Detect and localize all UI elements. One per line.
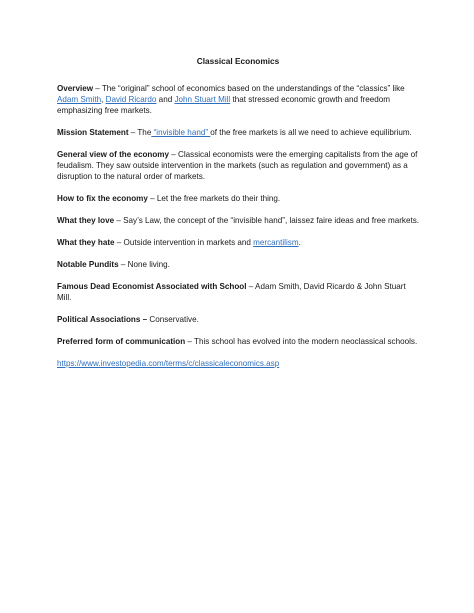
love-paragraph — [57, 215, 419, 226]
overview-sep-2: and — [156, 95, 175, 104]
mission-label: Mission Statement — [57, 128, 129, 137]
hate-label: What they hate — [57, 238, 115, 247]
adam-smith-link[interactable]: Adam Smith — [57, 95, 102, 104]
overview-paragraph — [57, 83, 419, 116]
hate-text: – Outside intervention in markets and — [114, 238, 254, 247]
overview-sep-1: , — [101, 95, 106, 104]
famous-dead-text: – Adam Smith, David Ricardo & John Stuart Mill. — [57, 282, 406, 302]
mission-paragraph — [57, 127, 419, 138]
mission-text-2: of the free markets is all we need to achieve equilibrium. — [210, 128, 412, 137]
mission-text-1: – The — [128, 128, 152, 137]
david-ricardo-link[interactable]: David Ricardo — [105, 95, 157, 104]
fix-text: – Let the free markets do their thing. — [147, 194, 281, 203]
communication-label: Preferred form of communication — [57, 337, 186, 346]
fix-label: How to fix the economy — [57, 194, 148, 203]
document-page — [57, 56, 419, 380]
general-view-paragraph — [57, 149, 419, 182]
communication-text: – This school has evolved into the modern neoclassical schools. — [185, 337, 418, 346]
invisible-hand-link[interactable]: “invisible hand” — [151, 128, 211, 137]
source-paragraph — [57, 358, 419, 369]
love-text: – Say’s Law, the concept of the “invisible hand”, laissez faire ideas and free markets. — [114, 216, 420, 225]
john-stuart-mill-link[interactable]: John Stuart Mill — [174, 95, 231, 104]
hate-paragraph — [57, 237, 419, 248]
general-view-label: General view of the economy — [57, 150, 169, 159]
document-title: Classical Economics — [196, 56, 280, 66]
mercantilism-link[interactable]: mercantilism — [253, 238, 299, 247]
political-text: Conservative. — [149, 315, 199, 324]
overview-text-2: that stressed economic growth and freedom emphasizing free markets. — [57, 95, 390, 115]
love-label: What they love — [57, 216, 115, 225]
political-label: Political Associations – — [57, 315, 150, 324]
political-paragraph — [57, 314, 419, 325]
famous-dead-label: Famous Dead Economist Associated with School — [57, 282, 247, 291]
fix-paragraph — [57, 193, 419, 204]
overview-label: Overview — [57, 84, 93, 93]
communication-paragraph — [57, 336, 419, 347]
pundits-text: – None living. — [118, 260, 170, 269]
famous-dead-paragraph — [57, 281, 419, 303]
general-view-text: – Classical economists were the emerging capitalists from the age of feudalism. They saw outside intervention in the markets (such as regulation and government) as a disruption to the natural order of markets. — [57, 150, 418, 181]
pundits-paragraph — [57, 259, 419, 270]
source-url-link[interactable]: https://www.investopedia.com/terms/c/classicaleconomics.asp — [57, 359, 280, 368]
pundits-label: Notable Pundits — [57, 260, 119, 269]
overview-text-1: – The “original” school of economics based on the understandings of the “classics” like — [93, 84, 405, 93]
hate-text-end: . — [298, 238, 301, 247]
